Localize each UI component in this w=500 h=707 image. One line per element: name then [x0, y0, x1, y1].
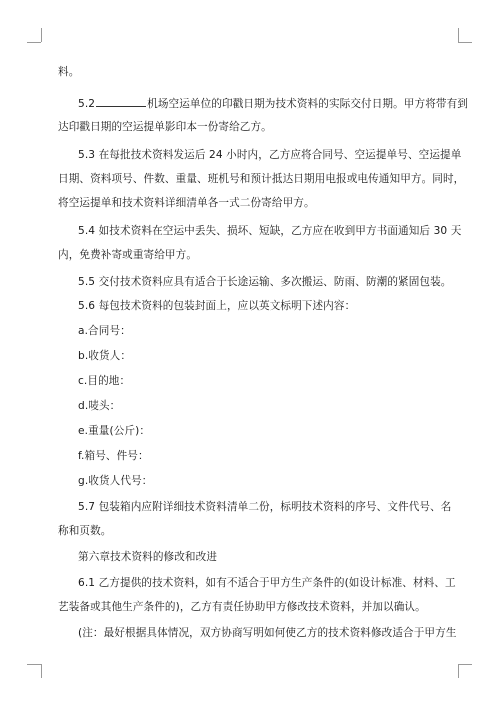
- list-item: b.收货人：: [78, 350, 132, 362]
- text-line: 5.4 如技术资料在空运中丢失、损坏、短缺，乙方应在收到甲方书面通知后 30 天: [78, 225, 462, 237]
- text-line: 5.6 每包技术资料的包装封面上，应以英文标明下述内容：: [78, 300, 356, 312]
- text-line: 达印戳日期的空运提单影印本一份寄给乙方。: [58, 121, 272, 133]
- fill-in-blank: [96, 97, 146, 107]
- text-line: 日期、资料项号、件数、重量、班机号和预计抵达日期用电报或电传通知甲方。同时，: [58, 173, 465, 185]
- crop-mark-bottom-right-v: [458, 664, 459, 678]
- list-item: a.合同号：: [78, 325, 131, 337]
- list-item: c.目的地：: [78, 375, 131, 387]
- crop-mark-bottom-right-h: [458, 664, 472, 665]
- chapter-heading: 第六章技术资料的修改和改进: [78, 551, 218, 563]
- text-line: 5.7 包装箱内应附详细技术资料清单二份，标明技术资料的序号、文件代号、名: [78, 501, 452, 513]
- list-item: g.收货人代号：: [78, 475, 153, 487]
- crop-mark-top-left-v: [41, 28, 42, 42]
- list-item: d.唛头：: [78, 400, 121, 412]
- clause-number: 5.2: [78, 98, 96, 110]
- text-line: 5.3 在每批技术资料发运后 24 小时内，乙方应将合同号、空运提单号、空运提单: [78, 149, 462, 161]
- crop-mark-bottom-left-v: [41, 664, 42, 678]
- crop-mark-top-right-h: [458, 42, 472, 43]
- text-line: 6.1 乙方提供的技术资料，如有不适合于甲方生产条件的(如设计标准、材料、工: [78, 577, 456, 589]
- text-segment: 机场空运单位的印戳日期为技术资料的实际交付日期。甲方将带有到: [147, 98, 468, 110]
- text-line: 内，免费补寄或重寄给甲方。: [58, 249, 198, 261]
- crop-mark-bottom-left-h: [27, 664, 41, 665]
- list-item: e.重量(公斤)：: [78, 425, 151, 437]
- text-line: 5.5 交付技术资料应具有适合于长途运输、多次搬运、防雨、防潮的紧固包装。: [78, 276, 452, 288]
- paragraph-5-2-line-1: [78, 97, 468, 110]
- list-item: f.箱号、件号：: [78, 450, 149, 462]
- text-line: 称和页数。: [58, 525, 112, 537]
- text-line: (注：最好根据具体情况，双方协商写明如何使乙方的技术资料修改适合于甲方生: [78, 627, 457, 639]
- text-line: 料。: [58, 66, 80, 78]
- crop-mark-top-left-h: [27, 42, 41, 43]
- text-line: 艺装备或其他生产条件的)，乙方有责任协助甲方修改技术资料，并加以确认。: [58, 601, 426, 613]
- crop-mark-top-right-v: [458, 28, 459, 42]
- text-line: 将空运提单和技术资料详细清单各一式二份寄给甲方。: [58, 197, 315, 209]
